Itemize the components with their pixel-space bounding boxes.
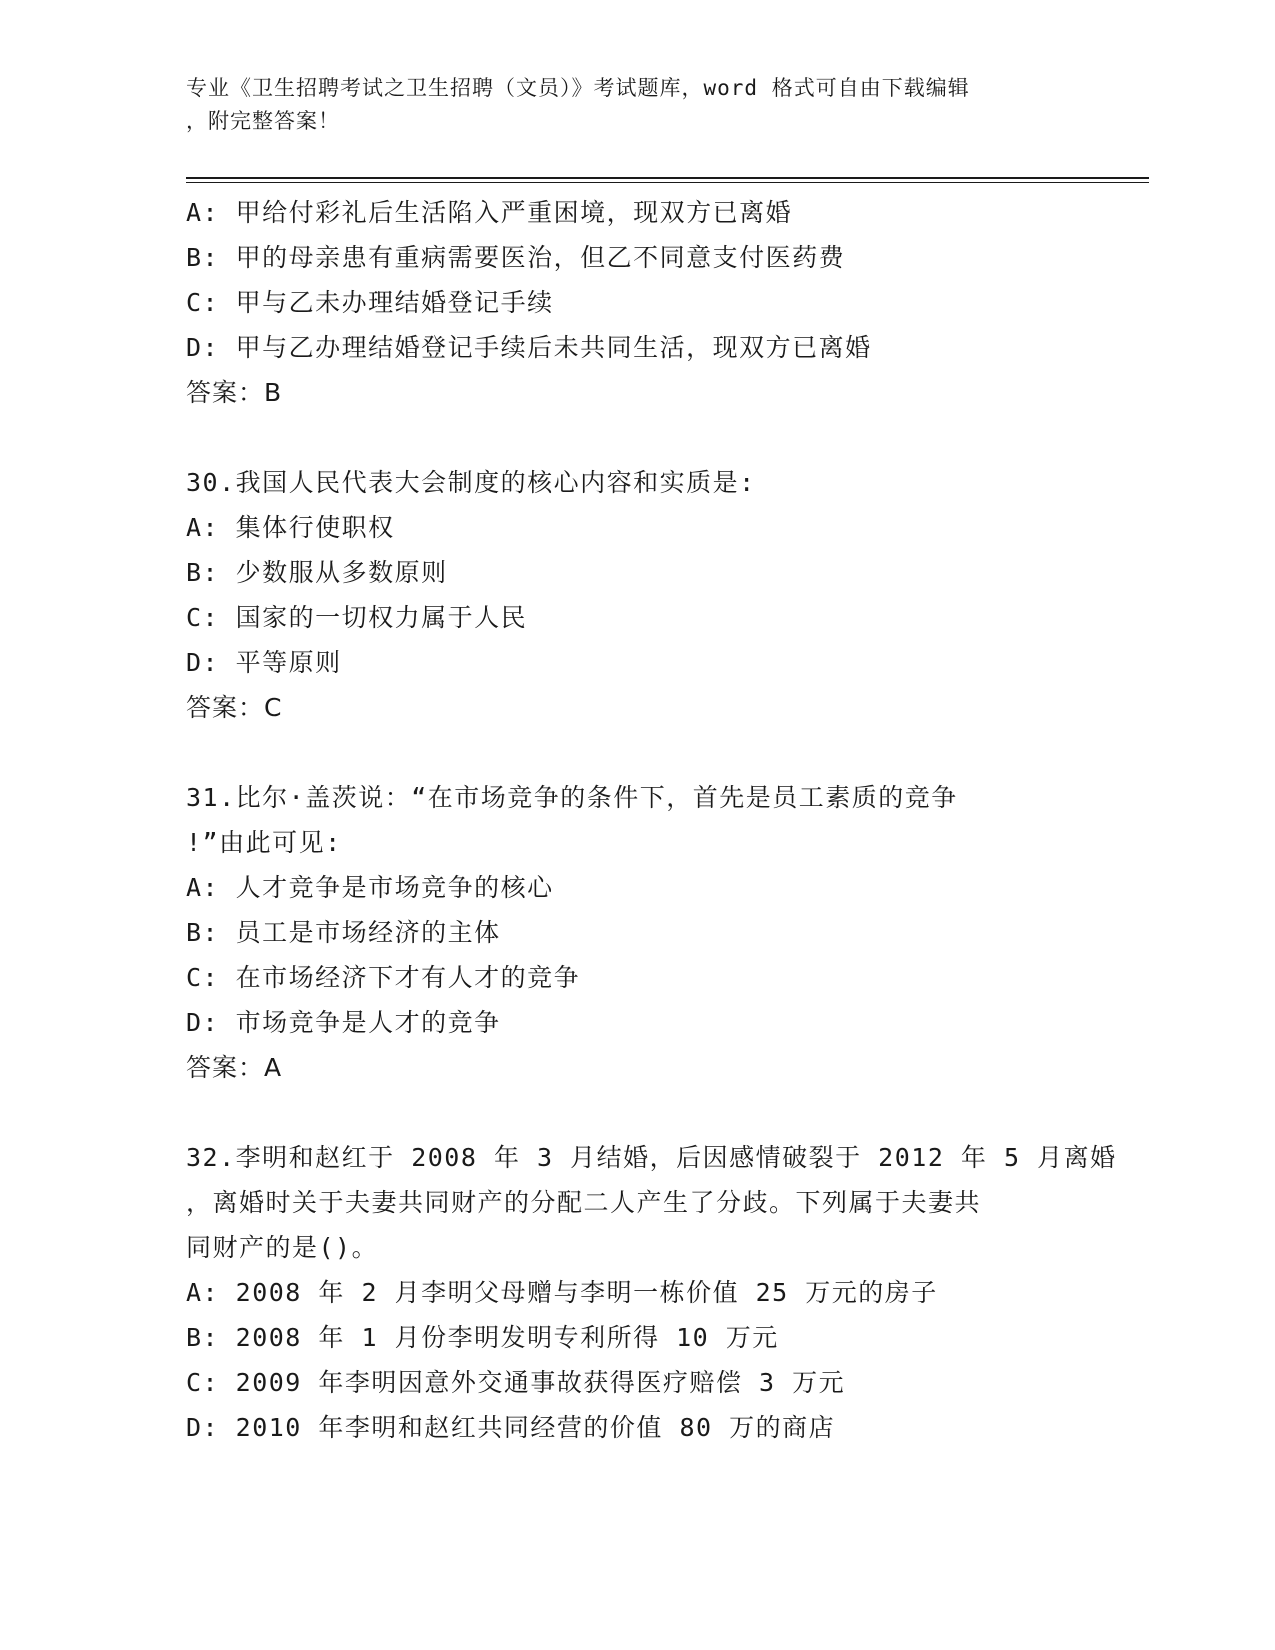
question-stem: 同财产的是()。 [186,1233,379,1262]
question-31 [186,775,1086,1090]
answer: 答案：B [186,378,283,407]
option-c: C: 2009 年李明因意外交通事故获得医疗赔偿 3 万元 [186,1368,846,1397]
option-a: A: 集体行使职权 [186,513,395,542]
question-stem: 32.李明和赵红于 2008 年 3 月结婚，后因感情破裂于 2012 年 5 月离婚 [186,1143,1117,1172]
question-stem: 31.比尔·盖茨说：“在市场竞争的条件下，首先是员工素质的竞争 [186,783,958,812]
option-c: C: 在市场经济下才有人才的竞争 [186,963,581,992]
option-b: B: 少数服从多数原则 [186,558,448,587]
answer: 答案：A [186,1053,283,1082]
option-d: D: 市场竞争是人才的竞争 [186,1008,501,1037]
option-b: B: 员工是市场经济的主体 [186,918,501,947]
option-d: D: 平等原则 [186,648,342,677]
option-a: A: 2008 年 2 月李明父母赠与李明一栋价值 25 万元的房子 [186,1278,938,1307]
option-c: C: 国家的一切权力属于人民 [186,603,528,632]
header-line-2: ，附完整答案！ [186,109,340,133]
option-b: B: 2008 年 1 月份李明发明专利所得 10 万元 [186,1323,779,1352]
option-a: A: 人才竞争是市场竞争的核心 [186,873,554,902]
option-d: D: 2010 年李明和赵红共同经营的价值 80 万的商店 [186,1413,836,1442]
spacer [186,1090,1086,1135]
spacer [186,730,1086,775]
question-30 [186,460,1086,730]
header-line-1: 专业《卫生招聘考试之卫生招聘（文员）》考试题库，word 格式可自由下载编辑 [186,76,970,100]
option-b: B: 甲的母亲患有重病需要医治，但乙不同意支付医药费 [186,243,846,272]
header-divider-thin [186,182,1149,183]
question-stem: 30.我国人民代表大会制度的核心内容和实质是: [186,468,756,497]
document-header [186,72,1086,138]
question-29 [186,190,1086,415]
option-d: D: 甲与乙办理结婚登记手续后未共同生活，现双方已离婚 [186,333,872,362]
question-list [186,190,1117,1450]
header-divider-thick [186,177,1149,179]
option-c: C: 甲与乙未办理结婚登记手续 [186,288,554,317]
spacer [186,415,1086,460]
question-32 [186,1135,1117,1450]
option-a: A: 甲给付彩礼后生活陷入严重困境，现双方已离婚 [186,198,793,227]
answer: 答案：C [186,693,283,722]
question-stem: !”由此可见: [186,828,342,857]
question-stem: ，离婚时关于夫妻共同财产的分配二人产生了分歧。下列属于夫妻共 [186,1188,982,1217]
